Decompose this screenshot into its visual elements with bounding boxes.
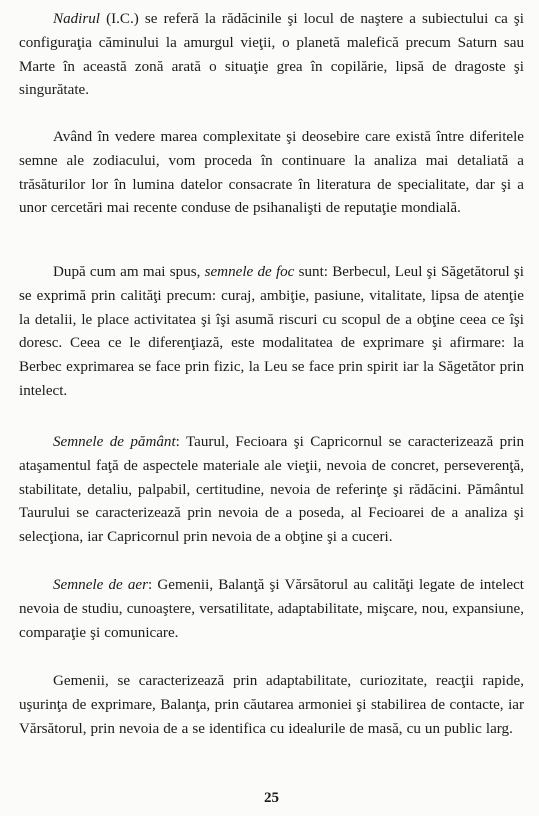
term-earth-signs: Semnele de pământ (53, 434, 176, 450)
document-page (19, 8, 524, 808)
term-fire-signs: semnele de foc (204, 264, 295, 280)
paragraph-air-signs-detail-text: Gemenii, se caracterizează prin adaptabilitate, curiozitate, reacţii rapide, uşurinţa de exprimare, Balanţa, prin căutarea armoniei şi stabilirea de contacte, iar Vărsătorul, prin nevoia de a se identifica cu idealurile de masă, cu un public larg. (19, 673, 524, 737)
term-nadirul: Nadirul (53, 11, 100, 27)
paragraph-nadir-text: (I.C.) se referă la rădăcinile şi locul de naştere a subiectului ca şi configuraţia căminului la amurgul vieţii, o planetă malefică precum Saturn sau Marte în această zonă arată o situaţie grea în copilărie, lipsă de dragoste şi singurătate. (19, 11, 524, 99)
paragraph-fire-signs-after: sunt: Berbecul, Leul şi Săgetătorul şi se exprimă prin calităţi precum: curaj, ambiţie, pasiune, vitalitate, lipsa de atenţie la detalii, le place activitatea şi îşi asumă riscuri cu scopul de a obţine ceea ce îşi doresc. Ceea ce le diferenţiază, este modalitatea de exprimare şi afirmare: la Berbec exprimarea se face prin fizic, la Leu se face prin spirit iar la Săgetător prin intelect. (19, 264, 524, 399)
paragraph-zodiac-intro-text: Având în vedere marea complexitate şi deosebire care există între diferitele semne ale zodiacului, vom proceda în continuare la analiza mai detaliată a trăsăturilor lor în lumina datelor consacrate în literatura de specialitate, dar şi a unor cercetări mai recente conduse de psihanalişti de reputaţie mondială. (19, 129, 524, 217)
term-air-signs: Semnele de aer (53, 577, 148, 593)
paragraph-air-signs-detail (19, 670, 524, 741)
paragraph-earth-signs-text: : Taurul, Fecioara şi Capricornul se caracterizează prin ataşamentul faţă de aspectele materiale ale vieţii, nevoia de concret, perseverenţă, stabilitate, detaliu, palpabil, certitudine, nevoia de referinţe şi rădăcini. Pământul Taurului se caracterizează prin nevoia de a poseda, al Fecioarei de a analiza şi selecţiona, iar Capricornul prin nevoia de a obţine şi a cuceri. (19, 434, 524, 546)
paragraph-fire-signs-before: După cum am mai spus, (53, 264, 205, 280)
paragraph-earth-signs (19, 431, 524, 550)
paragraph-air-signs-text: : Gemenii, Balanţă şi Vărsătorul au calităţi legate de intelect nevoia de studiu, cunoaştere, versatilitate, adaptabilitate, mişcare, nou, expansiune, comparaţie şi comunicare. (19, 577, 524, 641)
paragraph-air-signs (19, 574, 524, 645)
paragraph-nadir (19, 8, 524, 103)
paragraph-fire-signs (19, 261, 524, 404)
page-number: 25 (264, 790, 279, 806)
paragraph-zodiac-intro (19, 126, 524, 221)
